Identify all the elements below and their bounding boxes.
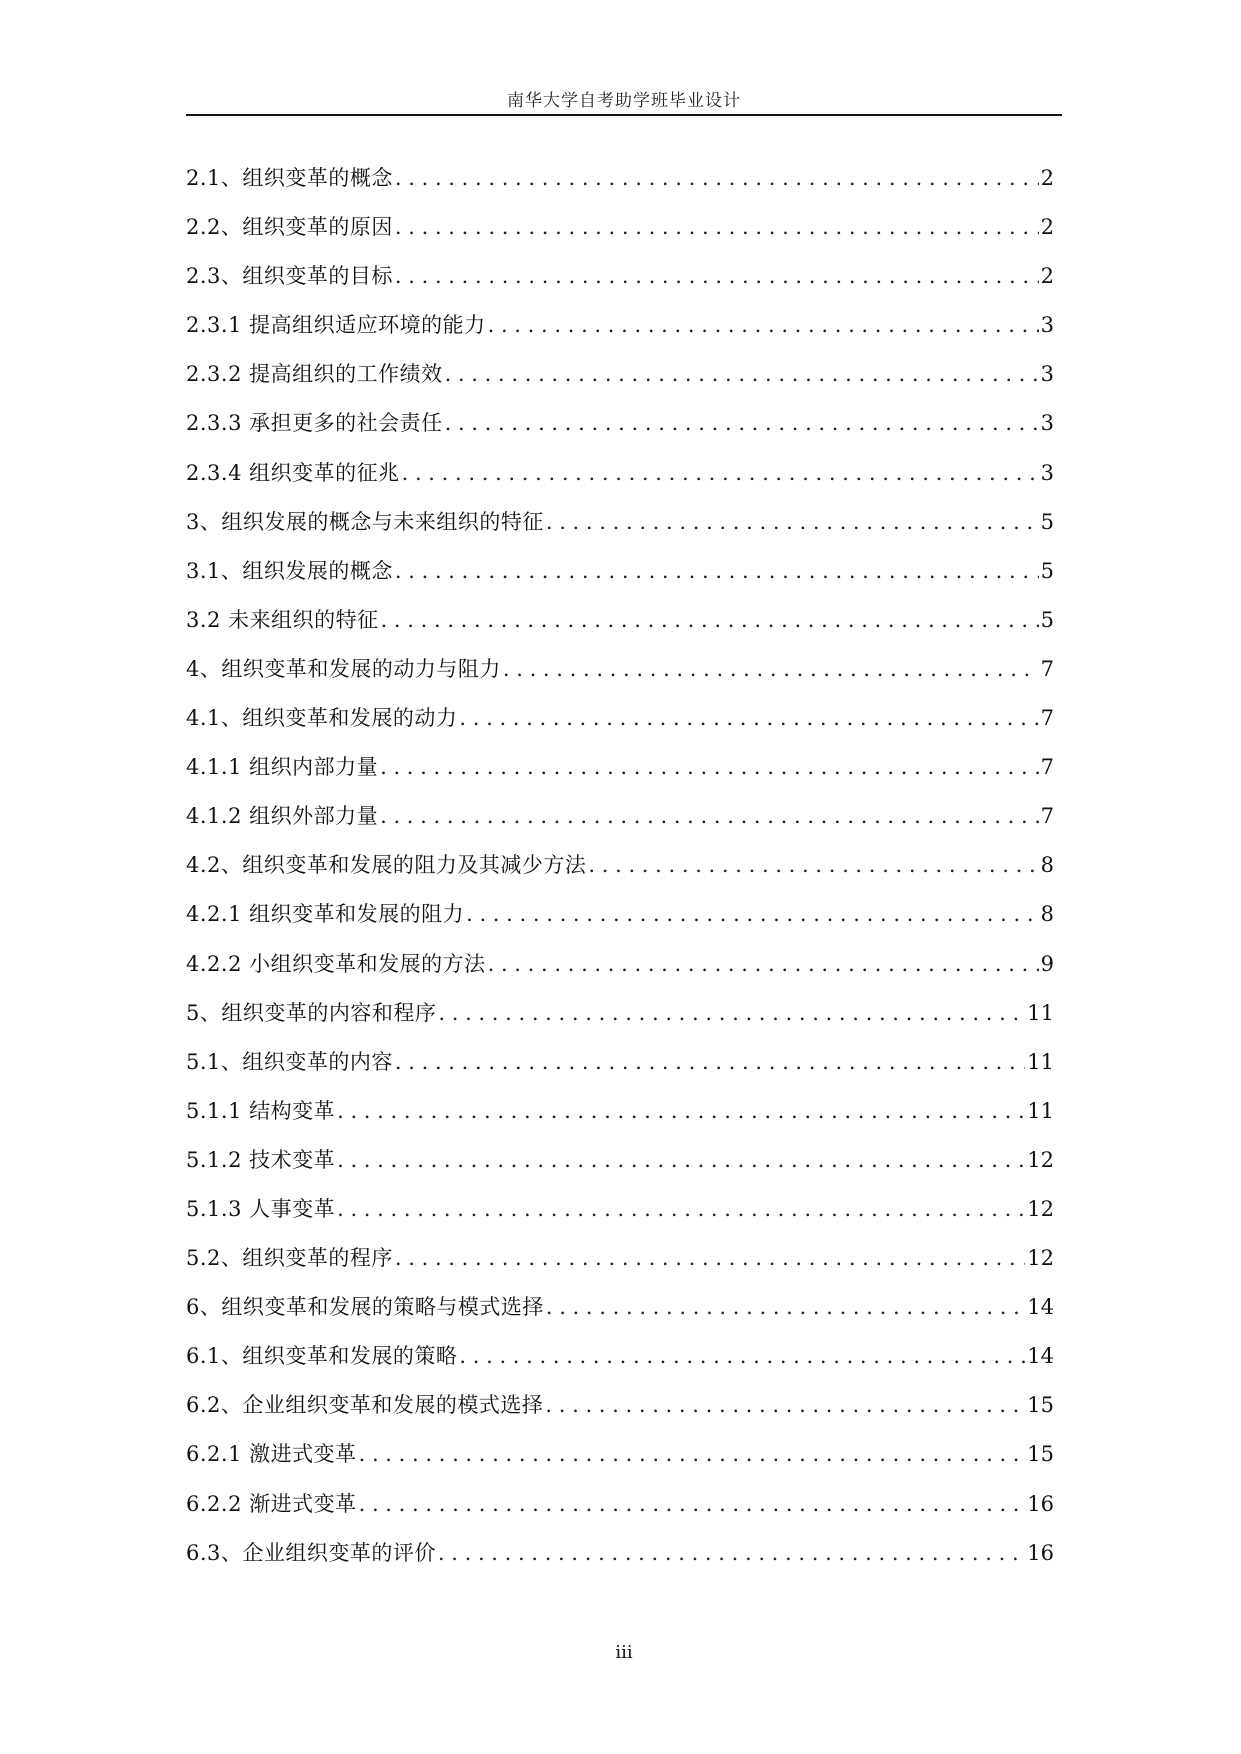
- toc-entry-page: 12: [1027, 1196, 1054, 1221]
- toc-entry-page: 5: [1040, 509, 1054, 534]
- toc-entry[interactable]: [186, 1381, 1054, 1430]
- toc-entry[interactable]: [186, 1480, 1054, 1529]
- toc-leader-dots: [438, 989, 1025, 1038]
- toc-leader-dots: [459, 1332, 1025, 1381]
- toc-entry-title: 5.1.2 技术变革: [186, 1147, 336, 1172]
- toc-entry[interactable]: [186, 1332, 1054, 1381]
- toc-leader-dots: [337, 1087, 1025, 1136]
- toc-entry-title: 4.1、组织变革和发展的动力: [186, 706, 458, 731]
- toc-entry-page: 11: [1027, 1098, 1054, 1123]
- toc-entry-title: 4.2、组织变革和发展的阻力及其减少方法: [186, 853, 587, 878]
- toc-entry[interactable]: [186, 989, 1054, 1038]
- page-header: 南华大学自考助学班毕业设计: [507, 91, 741, 111]
- toc-entry[interactable]: [186, 1283, 1054, 1332]
- toc-entry[interactable]: [186, 841, 1054, 890]
- toc-entry[interactable]: [186, 940, 1054, 989]
- toc-entry-page: 2: [1040, 166, 1054, 190]
- toc-entry-title: 4.2.1 组织变革和发展的阻力: [186, 902, 465, 927]
- toc-entry-page: 5: [1040, 558, 1054, 583]
- toc-entry-page: 7: [1040, 804, 1054, 829]
- header-rule: [186, 114, 1062, 116]
- toc-entry-title: 4.1.2 组织外部力量: [186, 804, 379, 829]
- toc-entry[interactable]: [186, 449, 1054, 498]
- toc-leader-dots: [488, 940, 1039, 989]
- toc-entry[interactable]: [186, 1234, 1054, 1283]
- toc-entry-page: 14: [1027, 1295, 1054, 1320]
- toc-entry-page: 14: [1027, 1344, 1054, 1369]
- toc-leader-dots: [337, 1136, 1025, 1185]
- toc-leader-dots: [395, 203, 1039, 252]
- toc-entry[interactable]: [186, 792, 1054, 841]
- toc-entry[interactable]: [186, 252, 1054, 301]
- toc-leader-dots: [380, 792, 1039, 841]
- toc-entry[interactable]: [186, 694, 1054, 743]
- toc-entry[interactable]: [186, 203, 1054, 252]
- toc-leader-dots: [438, 1529, 1025, 1578]
- toc-entry[interactable]: [186, 890, 1054, 939]
- toc-leader-dots: [445, 399, 1039, 448]
- toc-leader-dots: [588, 841, 1038, 890]
- toc-entry-page: 16: [1027, 1540, 1054, 1565]
- toc-entry-title: 2.3.4 组织变革的征兆: [186, 460, 400, 485]
- toc-entry-title: 2.3.1 提高组织适应环境的能力: [186, 313, 486, 338]
- toc-entry[interactable]: [186, 596, 1054, 645]
- toc-leader-dots: [459, 694, 1038, 743]
- toc-entry-page: 3: [1040, 411, 1054, 436]
- toc-leader-dots: [381, 596, 1039, 645]
- toc-entry-title: 2.3、组织变革的目标: [186, 264, 393, 289]
- toc-entry[interactable]: [186, 645, 1054, 694]
- toc-entry-title: 6.1、组织变革和发展的策略: [186, 1344, 458, 1369]
- toc-entry-title: 2.3.2 提高组织的工作绩效: [186, 362, 443, 387]
- toc-entry-page: 3: [1040, 313, 1054, 338]
- toc-entry[interactable]: [186, 1430, 1054, 1479]
- toc-entry-title: 2.1、组织变革的概念: [186, 166, 393, 190]
- toc-entry-title: 2.2、组织变革的原因: [186, 215, 393, 240]
- toc-leader-dots: [380, 743, 1039, 792]
- toc-entry-page: 2: [1040, 215, 1054, 240]
- toc-leader-dots: [395, 252, 1039, 301]
- toc-entry-title: 5.2、组织变革的程序: [186, 1246, 393, 1271]
- toc-entry-page: 7: [1040, 755, 1054, 780]
- toc-entry-title: 5、组织变革的内容和程序: [186, 1000, 437, 1025]
- toc-entry-page: 7: [1040, 656, 1054, 681]
- toc-leader-dots: [546, 1283, 1025, 1332]
- toc-entry-page: 15: [1027, 1393, 1054, 1418]
- toc-entry-page: 12: [1027, 1147, 1054, 1172]
- toc-leader-dots: [466, 890, 1039, 939]
- toc-leader-dots: [546, 498, 1039, 547]
- toc-entry[interactable]: [186, 1529, 1054, 1578]
- toc-entry-title: 4.2.2 小组织变革和发展的方法: [186, 951, 486, 976]
- toc-leader-dots: [395, 1038, 1025, 1087]
- toc-entry-title: 4.1.1 组织内部力量: [186, 755, 379, 780]
- page-number: iii: [615, 1642, 633, 1663]
- toc-entry-page: 8: [1040, 853, 1054, 878]
- toc-entry[interactable]: [186, 1185, 1054, 1234]
- toc-entry[interactable]: [186, 350, 1054, 399]
- toc-entry-page: 9: [1040, 951, 1054, 976]
- toc-entry-page: 5: [1040, 607, 1054, 632]
- toc-entry-title: 2.3.3 承担更多的社会责任: [186, 411, 443, 436]
- toc-entry-title: 5.1.3 人事变革: [186, 1196, 336, 1221]
- toc-entry-page: 12: [1027, 1246, 1054, 1271]
- toc-entry-title: 6、组织变革和发展的策略与模式选择: [186, 1295, 544, 1320]
- toc-entry[interactable]: [186, 1087, 1054, 1136]
- toc-entry-page: 7: [1040, 706, 1054, 731]
- toc-entry-title: 6.2.1 激进式变革: [186, 1442, 357, 1467]
- toc-entry-page: 11: [1027, 1000, 1054, 1025]
- toc-leader-dots: [402, 449, 1039, 498]
- toc-leader-dots: [503, 645, 1039, 694]
- toc-entry-title: 3.1、组织发展的概念: [186, 558, 393, 583]
- toc-entry-page: 3: [1040, 460, 1054, 485]
- toc-entry[interactable]: [186, 1136, 1054, 1185]
- toc-entry[interactable]: [186, 743, 1054, 792]
- toc-leader-dots: [395, 547, 1039, 596]
- toc-entry-page: 16: [1027, 1491, 1054, 1516]
- toc-entry-page: 11: [1027, 1049, 1054, 1074]
- toc-leader-dots: [359, 1430, 1026, 1479]
- toc-leader-dots: [337, 1185, 1025, 1234]
- toc-entry[interactable]: [186, 498, 1054, 547]
- toc-entry-page: 2: [1040, 264, 1054, 289]
- toc-entry-title: 3.2 未来组织的特征: [186, 607, 379, 632]
- toc-entry-page: 3: [1040, 362, 1054, 387]
- toc-leader-dots: [395, 1234, 1025, 1283]
- toc-entry-title: 5.1.1 结构变革: [186, 1098, 336, 1123]
- toc-entry-page: 8: [1040, 902, 1054, 927]
- toc-leader-dots: [359, 1480, 1026, 1529]
- toc-entry-title: 3、组织发展的概念与未来组织的特征: [186, 509, 544, 534]
- toc-entry[interactable]: [186, 1038, 1054, 1087]
- toc-entry[interactable]: [186, 399, 1054, 448]
- toc-leader-dots: [445, 350, 1039, 399]
- toc-entry-title: 6.2、企业组织变革和发展的模式选择: [186, 1393, 544, 1418]
- toc-leader-dots: [488, 301, 1039, 350]
- toc-entry-page: 15: [1027, 1442, 1054, 1467]
- toc-entry-title: 6.2.2 渐进式变革: [186, 1491, 357, 1516]
- toc-entry[interactable]: [186, 547, 1054, 596]
- table-of-contents: [186, 154, 1054, 1578]
- toc-entry[interactable]: [186, 301, 1054, 350]
- toc-entry-title: 6.3、企业组织变革的评价: [186, 1540, 436, 1565]
- toc-leader-dots: [395, 154, 1039, 203]
- toc-entry[interactable]: [186, 154, 1054, 203]
- toc-entry-title: 4、组织变革和发展的动力与阻力: [186, 656, 501, 681]
- toc-entry-title: 5.1、组织变革的内容: [186, 1049, 393, 1074]
- toc-leader-dots: [545, 1381, 1025, 1430]
